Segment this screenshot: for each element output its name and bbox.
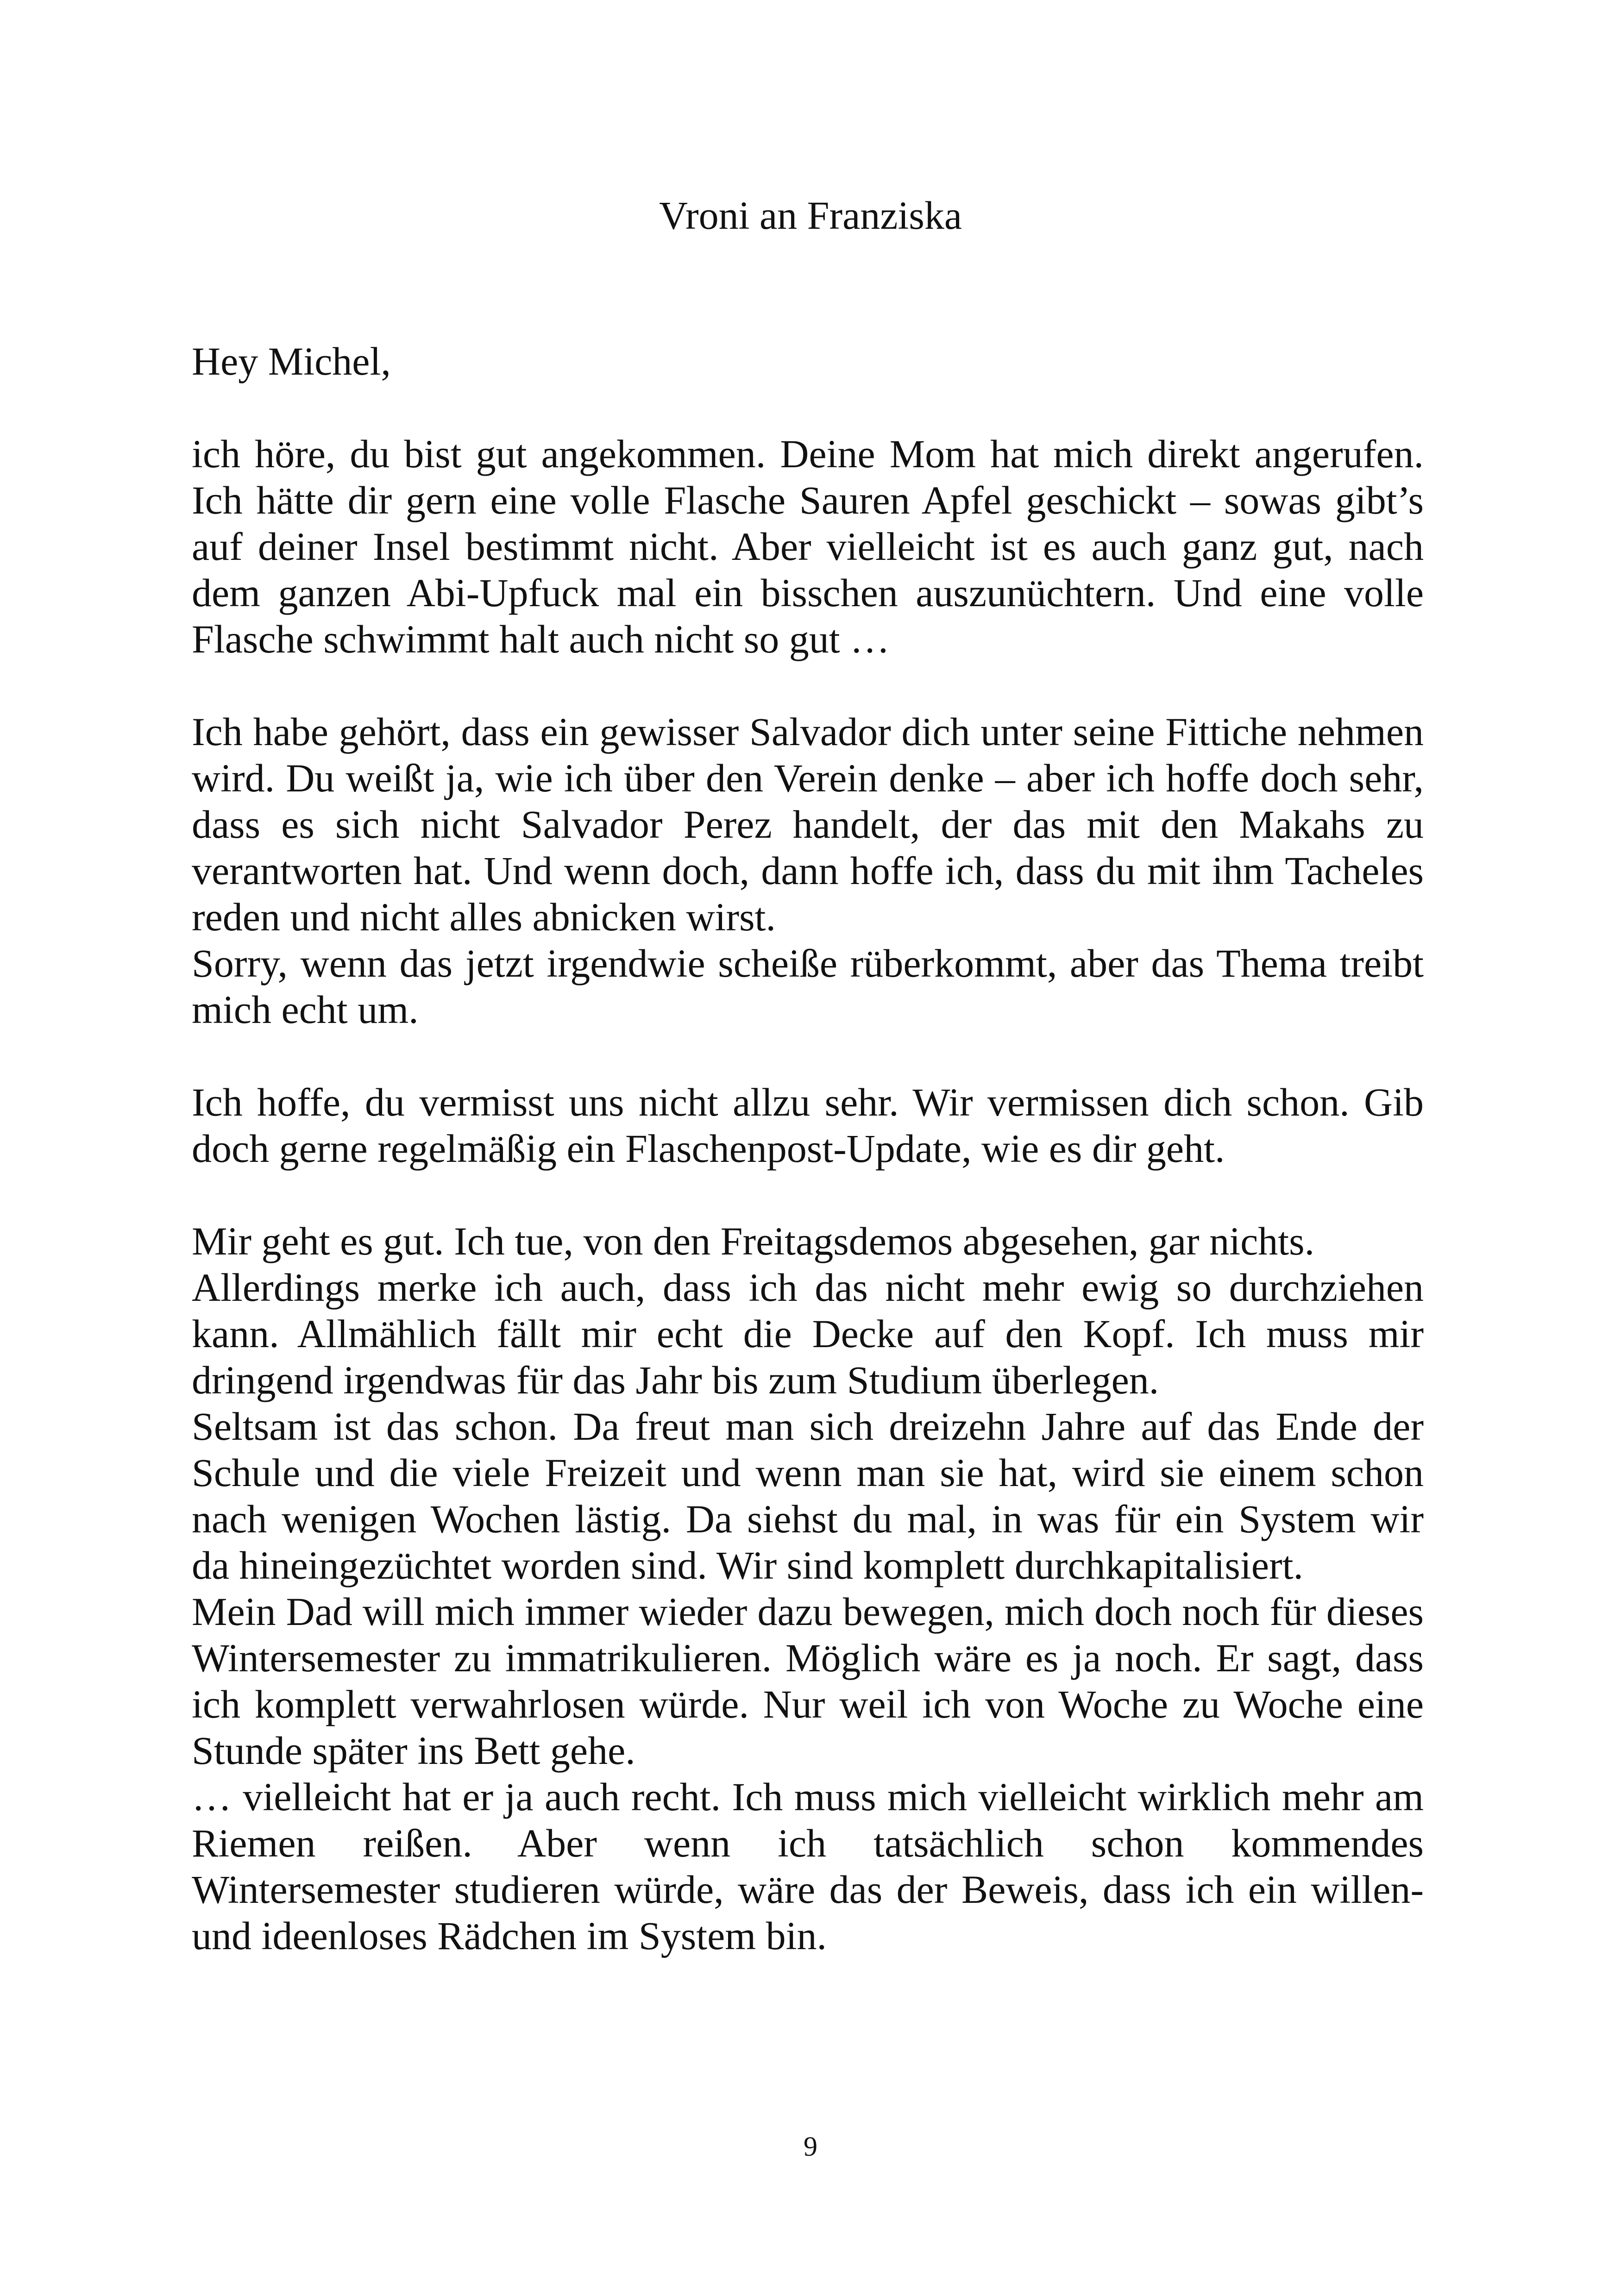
letter-title: Vroni an Franziska bbox=[659, 193, 962, 238]
text-line: mich echt um. bbox=[192, 987, 419, 1032]
text-line: dem ganzen Abi-Upfuck mal ein bisschen auszunüchtern. Und eine volle bbox=[192, 571, 1424, 615]
paragraph bbox=[192, 940, 1424, 1033]
text-line: Mein Dad will mich immer wieder dazu bewegen, mich doch noch für dieses bbox=[192, 1589, 1424, 1634]
text-line: da hineingezüchtet worden sind. Wir sind komplett durchkapitalisiert. bbox=[192, 1543, 1303, 1587]
text-line: kann. Allmählich fällt mir echt die Decke auf den Kopf. Ich muss mir bbox=[192, 1311, 1424, 1356]
paragraph bbox=[192, 1588, 1424, 1774]
text-line: Wintersemester studieren würde, wäre das der Beweis, dass ich ein willen- bbox=[192, 1867, 1424, 1912]
text-line: und ideenloses Rädchen im System bin. bbox=[192, 1913, 827, 1958]
paragraph bbox=[192, 1774, 1424, 1959]
paragraph bbox=[192, 709, 1424, 940]
text-line: dringend irgendwas für das Jahr bis zum Studium überlegen. bbox=[192, 1358, 1159, 1402]
paragraph bbox=[192, 1218, 1424, 1264]
text-line: reden und nicht alles abnicken wirst. bbox=[192, 895, 776, 939]
text-line: Wintersemester zu immatrikulieren. Möglich wäre es ja noch. Er sagt, dass bbox=[192, 1636, 1424, 1680]
text-line: Flasche schwimmt halt auch nicht so gut … bbox=[192, 617, 890, 661]
text-line: dass es sich nicht Salvador Perez handelt, der das mit den Makahs zu bbox=[192, 802, 1424, 847]
letter-greeting: Hey Michel, bbox=[192, 339, 391, 383]
letter-body bbox=[192, 338, 1424, 1959]
text-line: verantworten hat. Und wenn doch, dann hoffe ich, dass du mit ihm Tacheles bbox=[192, 848, 1424, 893]
text-line: ich höre, du bist gut angekommen. Deine Mom hat mich direkt angerufen. bbox=[192, 432, 1424, 476]
page-number: 9 bbox=[804, 2131, 817, 2162]
text-line: Sorry, wenn das jetzt irgendwie scheiße rüberkommt, aber das Thema treibt bbox=[192, 941, 1424, 985]
paragraph-gap bbox=[192, 1033, 1424, 1079]
text-line: auf deiner Insel bestimmt nicht. Aber vielleicht ist es auch ganz gut, nach bbox=[192, 524, 1424, 569]
text-line: … vielleicht hat er ja auch recht. Ich muss mich vielleicht wirklich mehr am bbox=[192, 1775, 1424, 1819]
text-line: ich komplett verwahrlosen würde. Nur weil ich von Woche zu Woche eine bbox=[192, 1682, 1424, 1726]
text-line: Allerdings merke ich auch, dass ich das nicht mehr ewig so durchziehen bbox=[192, 1265, 1424, 1310]
paragraph bbox=[192, 1403, 1424, 1588]
paragraph-gap bbox=[192, 1172, 1424, 1218]
text-line: wird. Du weißt ja, wie ich über den Verein denke – aber ich hoffe doch sehr, bbox=[192, 756, 1424, 800]
paragraph bbox=[192, 1264, 1424, 1403]
text-line: Ich hätte dir gern eine volle Flasche Sauren Apfel geschickt – sowas gibt’s bbox=[192, 478, 1424, 522]
paragraph bbox=[192, 1079, 1424, 1172]
text-line: Mir geht es gut. Ich tue, von den Freitagsdemos abgesehen, gar nichts. bbox=[192, 1219, 1315, 1263]
text-line: Stunde später ins Bett gehe. bbox=[192, 1728, 635, 1773]
paragraph-gap bbox=[192, 384, 1424, 431]
paragraph-gap bbox=[192, 662, 1424, 709]
text-line: Ich hoffe, du vermisst uns nicht allzu sehr. Wir vermissen dich schon. Gib bbox=[192, 1080, 1424, 1124]
paragraph bbox=[192, 431, 1424, 662]
text-line: Ich habe gehört, dass ein gewisser Salvador dich unter seine Fittiche nehmen bbox=[192, 709, 1424, 754]
text-line: Seltsam ist das schon. Da freut man sich dreizehn Jahre auf das Ende der bbox=[192, 1404, 1424, 1449]
text-line: doch gerne regelmäßig ein Flaschenpost-Update, wie es dir geht. bbox=[192, 1126, 1225, 1171]
text-line: nach wenigen Wochen lästig. Da siehst du mal, in was für ein System wir bbox=[192, 1497, 1424, 1541]
text-line: Schule und die viele Freizeit und wenn man sie hat, wird sie einem schon bbox=[192, 1450, 1424, 1495]
text-line: Riemen reißen. Aber wenn ich tatsächlich schon kommendes bbox=[192, 1821, 1424, 1865]
